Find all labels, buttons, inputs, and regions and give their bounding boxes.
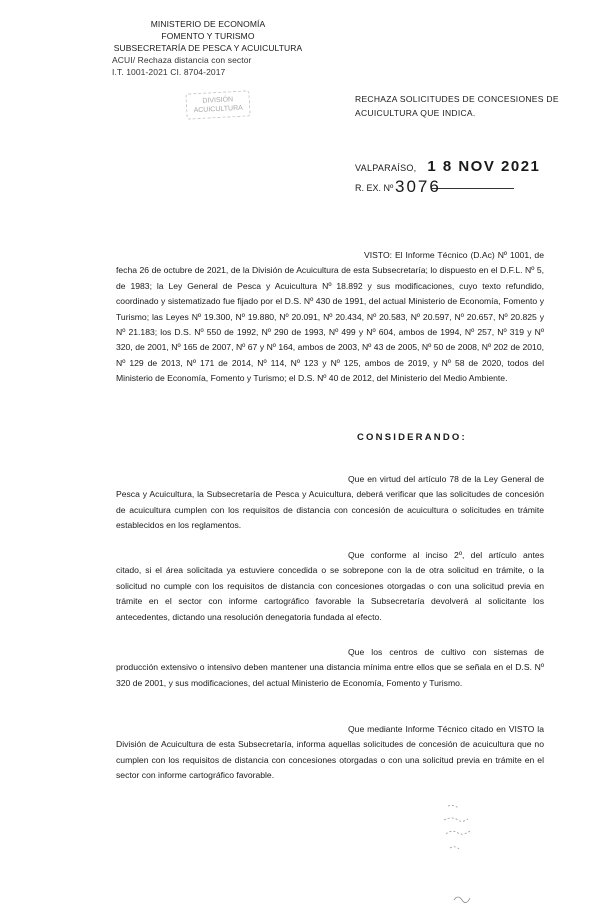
date-line: [355, 158, 540, 175]
subsecretaria-name: SUBSECRETARÍA DE PESCA Y ACUICULTURA: [113, 43, 303, 53]
considerando-3: [116, 645, 544, 691]
considerando-2: [116, 548, 544, 625]
rex-underline: [432, 188, 514, 189]
reference-line-1: ACUI/ Rechaza distancia con sector: [112, 55, 252, 65]
visto-paragraph: VISTO: El Informe Técnico (D.Ac) Nº 1001, de fecha 26 de octubre de 2021, de la División de Acuicultura de esta Subsecretaría; lo dispuesto en el D.F.L. Nº 5, de 1983; la Ley General de Pesca y Acuicultura Nº 18.892 y sus modificaciones, cuyo texto refundido, coordinado y sistematizado fue fijado por el D.S. Nº 430 de 1991, del actual Ministerio de Economía, Fomento y Turismo; las Leyes Nº 19.300, Nº 19.880, Nº 20.091, Nº 20.434, Nº 20.583, Nº 20.597, Nº 20.657, Nº 20.825 y Nº 21.183; los D.S. Nº 550 de 1992, Nº 290 de 1993, Nº 499 y Nº 604, ambos de 1994, Nº 257, Nº 319 y Nº 320, de 2001, Nº 165 de 2007, Nº 67 y Nº 164, ambos de 2003, Nº 43 de 2005, Nº 50 de 2008, Nº 202 de 2010, Nº 129 de 2013, Nº 171 de 2014, Nº 114, Nº 123 y Nº 125, ambos de 2019, y Nº 58 de 2020, todos del Ministerio de Economía, Fomento y Turismo; el D.S. Nº 40 de 2012, del Ministerio del Medio Ambiente.: [116, 250, 544, 384]
place: VALPARAÍSO,: [355, 163, 417, 173]
rex-label: R. EX. Nº: [355, 183, 394, 193]
reference-line-2: I.T. 1001-2021 CI. 8704-2017: [112, 67, 226, 77]
considerando-4: [116, 722, 544, 784]
stamp-line-2: ACUICULTURA: [193, 104, 244, 115]
ministry-name: MINISTERIO DE ECONOMÍA: [150, 19, 266, 29]
considerando-paragraph: Que mediante Informe Técnico citado en VISTO la División de Acuicultura de esta Subsecretaría, informa aquellas solicitudes de concesión de acuicultura que no cumplen con los requisitos de distancia con concesiones otorgadas o con una solicitud previa en trámite en el sector con informe cartográfico favorable.: [116, 724, 544, 781]
letterhead: [108, 18, 308, 78]
division-stamp: [185, 90, 250, 119]
resolution-number-line: [355, 177, 514, 196]
stamp-line-1: DIVISIÓN: [202, 96, 234, 105]
considerando-paragraph: Que conforme al inciso 2º, del artículo antes citado, si el área solicitada ya estuviere concedida o se sobrepone con la de otra solicitud en trámite, o la solicitud no cumple con los requisitos de distancia con concesiones otorgadas o con una solicitud previa en trámite en el sector con informe cartográfico favorable la Subsecretaría devolverá al solicitante los antecedentes, dictando una resolución denegatoria fundada al efecto.: [116, 550, 544, 622]
date-stamp: 1 8 NOV 2021: [427, 158, 541, 175]
considerando-paragraph: Que los centros de cultivo con sistemas de producción extensivo o intensivo deben mantener una distancia mínima entre ellos que se señala en el D.S. Nº 320 de 2001, y sus modificaciones, del actual Ministerio de Economía, Fomento y Turismo.: [116, 647, 544, 688]
considerando-1: [116, 472, 544, 534]
signature-mark: [436, 800, 484, 858]
initials-mark: [452, 892, 472, 904]
considerando-heading: CONSIDERANDO:: [357, 432, 467, 443]
considerando-paragraph: Que en virtud del artículo 78 de la Ley General de Pesca y Acuicultura, la Subsecretaría de Pesca y Acuicultura, deberá verificar que las solicitudes de concesión de acuicultura cumplen con los requisitos de distancia con concesión de acuicultura o solicitudes en trámite establecidos en los reglamentos.: [116, 474, 544, 531]
resolution-subject: RECHAZA SOLICITUDES DE CONCESIONES DE ACUICULTURA QUE INDICA.: [355, 94, 559, 118]
rex-number: 3076: [395, 177, 441, 196]
visto-section: [116, 248, 544, 387]
ministry-subname: FOMENTO Y TURISMO: [161, 31, 255, 41]
